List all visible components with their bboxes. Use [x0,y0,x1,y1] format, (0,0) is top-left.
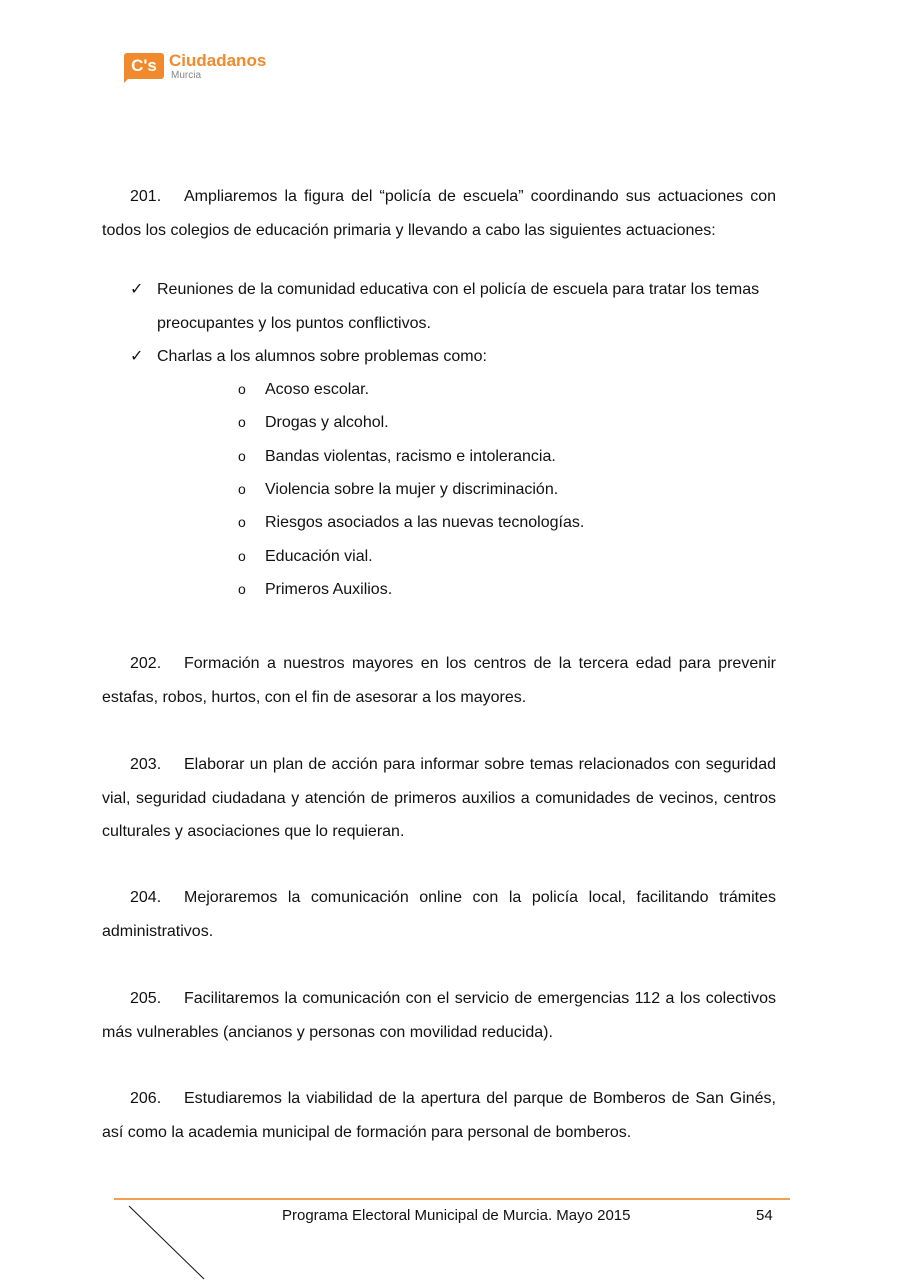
circle-bullet-icon: o [238,481,246,497]
circle-bullet-icon: o [238,581,246,597]
paragraph-number: 201. [130,188,162,205]
logo-badge: C's [124,53,164,79]
footer-divider [114,1198,790,1200]
checkmark-icon: ✓ [130,348,144,365]
ciudadanos-logo [124,50,274,86]
paragraph-number: 206. [130,1090,162,1107]
check-item-text: Reuniones de la comunidad educativa con el policía de escuela para tratar los temas preocupantes y los puntos conflictivos. [157,281,760,332]
sub-list-item [238,540,373,574]
circle-bullet-icon: o [238,448,246,464]
sub-item-text: Primeros Auxilios. [265,581,393,598]
sub-item-text: Bandas violentas, racismo e intolerancia. [265,448,556,465]
paragraph-text: Estudiaremos la viabilidad de la apertura del parque de Bomberos de San Ginés, así como la academia municipal de formación para personal de bomberos. [102,1090,776,1141]
footer-title: Programa Electoral Municipal de Murcia. Mayo 2015 [282,1207,631,1224]
paragraph-205 [102,982,776,1049]
sub-item-text: Acoso escolar. [265,381,370,398]
paragraph-206 [102,1082,776,1149]
check-item-talks [130,340,776,374]
paragraph-203 [102,748,776,849]
sub-list-item [238,406,389,440]
paragraph-text: Ampliaremos la figura del “policía de escuela” coordinando sus actuaciones con todos los colegios de educación primaria y llevando a cabo las siguientes actuaciones: [102,188,776,239]
paragraph-number: 202. [130,655,162,672]
sub-item-text: Riesgos asociados a las nuevas tecnologías. [265,514,585,531]
paragraph-text: Elaborar un plan de acción para informar sobre temas relacionados con seguridad vial, seguridad ciudadana y atención de primeros auxilios a comunidades de vecinos, centros culturales y asociaciones que lo requieran. [102,756,776,840]
sub-item-text: Drogas y alcohol. [265,414,389,431]
paragraph-number: 204. [130,889,162,906]
sub-item-text: Violencia sobre la mujer y discriminación. [265,481,559,498]
sub-item-text: Educación vial. [265,548,373,565]
paragraph-text: Mejoraremos la comunicación online con la policía local, facilitando trámites administrativos. [102,889,776,940]
logo-speech-tail-icon [124,76,131,83]
sub-list-item [238,373,369,407]
footer-diagonal-line [128,1205,208,1280]
paragraph-number: 203. [130,756,162,773]
paragraph-text: Formación a nuestros mayores en los centros de la tercera edad para prevenir estafas, robos, hurtos, con el fin de asesorar a los mayores. [102,655,776,706]
check-item-meetings [130,273,776,340]
circle-bullet-icon: o [238,548,246,564]
paragraph-201 [102,180,776,247]
check-item-text: Charlas a los alumnos sobre problemas como: [157,348,487,365]
circle-bullet-icon: o [238,414,246,430]
page-number: 54 [756,1207,773,1224]
paragraph-text: Facilitaremos la comunicación con el servicio de emergencias 112 a los colectivos más vulnerables (ancianos y personas con movilidad reducida). [102,990,776,1041]
paragraph-number: 205. [130,990,162,1007]
sub-list-item [238,573,392,607]
paragraph-202 [102,647,776,714]
sub-list-item [238,473,558,507]
paragraph-204 [102,881,776,948]
checkmark-icon: ✓ [130,281,144,298]
logo-city: Murcia [171,70,202,81]
circle-bullet-icon: o [238,381,246,397]
circle-bullet-icon: o [238,514,246,530]
sub-list-item [238,440,556,474]
sub-list-item [238,506,584,540]
logo-name: Ciudadanos [169,51,267,70]
